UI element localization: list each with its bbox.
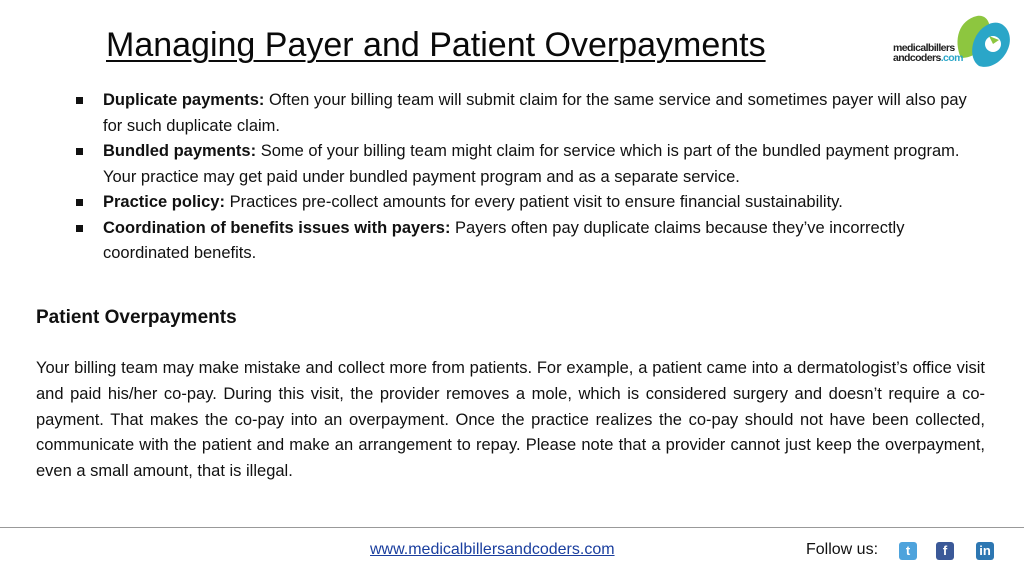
overpayment-causes-list [76, 88, 986, 267]
website-link[interactable]: www.medicalbillersandcoders.com [370, 541, 615, 558]
bullet-label: Duplicate payments: [103, 91, 265, 109]
list-item [76, 216, 986, 267]
slide-title: Managing Payer and Patient Overpayments [106, 26, 766, 64]
bullet-text: Payers often pay duplicate claims because they’ve incorrectly coordinated benefits. [103, 218, 905, 262]
section-heading: Patient Overpayments [36, 307, 237, 328]
bullet-label: Bundled payments: [103, 142, 257, 160]
bullet-text: Practices pre-collect amounts for every patient visit to ensure financial sustainability. [224, 193, 843, 211]
list-item [76, 190, 986, 216]
bullet-text: Often your billing team will submit claim for the same service and sometimes payer will also pay for such duplicate claim. [103, 91, 967, 135]
linkedin-icon[interactable]: in [976, 542, 994, 560]
bullet-text: Some of your billing team might claim for service which is part of the bundled payment program. Your practice may get paid under bundled payment program and as a separate service. [103, 142, 960, 186]
bullet-label: Practice policy: [103, 193, 225, 211]
follow-us-label: Follow us: [806, 541, 879, 558]
bullet-square-icon [76, 97, 83, 104]
body-paragraph: Your billing team may make mistake and collect more from patients. For example, a patient came into a dermatologist’s office visit and paid his/her co-pay. During this visit, the provider removes a mole, which is considered surgery and doesn’t require a co-payment. That makes the co-pay into an overpayment. Once the practice realizes the co-pay should not have been collected, communicate with the patient and make an arrangement to repay. Please note that a provider cannot just keep the overpayment, even a small amount, that is illegal. [36, 359, 985, 481]
bullet-square-icon [76, 199, 83, 206]
footer-divider [0, 527, 1024, 528]
bullet-square-icon [76, 148, 83, 155]
twitter-icon[interactable]: t [899, 542, 917, 560]
list-item [76, 139, 986, 190]
facebook-icon[interactable]: f [936, 542, 954, 560]
company-logo [893, 10, 1015, 72]
logo-wordmark: medicalbillers andcoders.com [893, 42, 963, 64]
bullet-label: Coordination of benefits issues with payers: [103, 218, 451, 237]
bullet-square-icon [76, 225, 83, 232]
list-item [76, 88, 986, 139]
